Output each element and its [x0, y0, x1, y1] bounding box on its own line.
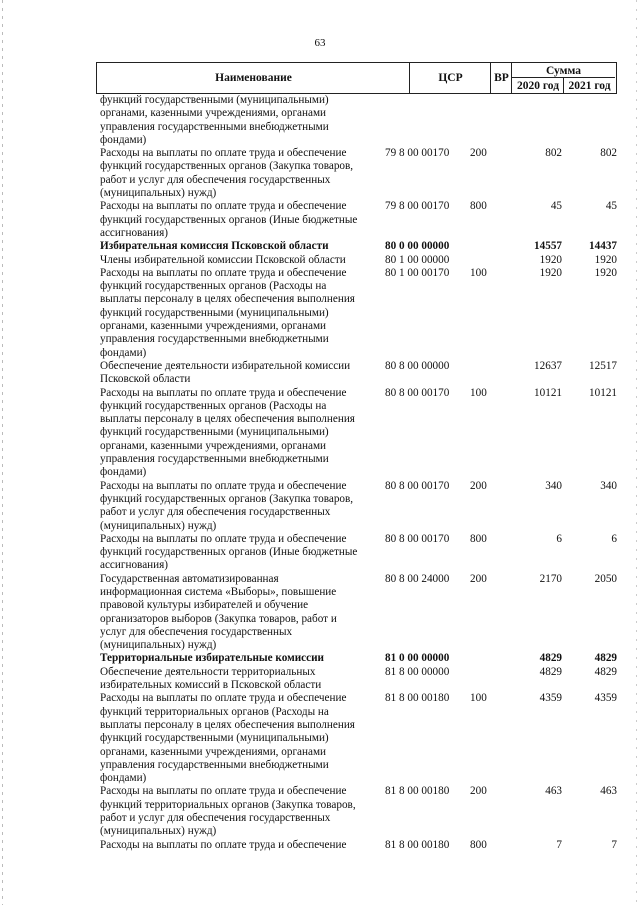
- row-sum-2020: 10121: [534, 386, 562, 399]
- row-name-line: Расходы на выплаты по оплате труда и обеспечение: [100, 147, 347, 160]
- row-name: [100, 785, 385, 838]
- row-name: [100, 480, 385, 533]
- row-name-line: функций государственных органов (Расходы на: [100, 280, 327, 293]
- row-name-line: функций государственными (муниципальными): [100, 732, 329, 745]
- table-row: [100, 692, 617, 785]
- row-csr: 81 8 00 00180: [385, 838, 450, 851]
- row-name-line: услуг для обеспечения государственных: [100, 625, 293, 638]
- table-row: [100, 387, 617, 480]
- table-row: [100, 94, 617, 147]
- header-divider: [409, 63, 410, 93]
- row-name-line: ассигнования): [100, 559, 168, 572]
- row-name-line: (муниципальных) нужд): [100, 187, 217, 200]
- row-name-line: фондами): [100, 133, 147, 146]
- row-vr: 200: [470, 147, 487, 160]
- row-vr: [470, 666, 506, 693]
- row-sum-2020: 4829: [539, 665, 562, 678]
- row-sum-2020: 1920: [539, 253, 562, 266]
- row-name-line: Расходы на выплаты по оплате труда и обеспечение: [100, 692, 347, 705]
- row-sum-2021: 6: [611, 532, 617, 545]
- row-name-line: функций государственными (муниципальными): [100, 94, 329, 106]
- row-sum-2021: 12517: [589, 359, 617, 372]
- row-csr: 79 8 00 00170: [385, 200, 450, 213]
- row-name: [100, 267, 385, 360]
- row-sum-2020: 45: [550, 200, 562, 213]
- row-csr: 80 1 00 00170: [385, 266, 450, 279]
- header-name: Наименование: [215, 72, 292, 84]
- row-vr: 800: [470, 838, 487, 851]
- table-row: [100, 267, 617, 360]
- row-name-line: Расходы на выплаты по оплате труда и обеспечение: [100, 479, 347, 492]
- row-vr: [470, 254, 506, 267]
- row-name-line: Избирательная комиссия Псковской области: [100, 240, 329, 253]
- row-vr: [470, 652, 506, 665]
- table-row: [100, 480, 617, 533]
- row-sum-2020: 802: [545, 147, 562, 160]
- row-name-line: Обеспечение деятельности избирательной комиссии: [100, 359, 351, 372]
- row-sum-2021: 802: [600, 147, 617, 160]
- row-csr: 81 8 00 00000: [385, 665, 450, 678]
- row-name-line: работ и услуг для обеспечения государственных: [100, 812, 331, 825]
- row-name-line: функций государственных органов (Закупка товаров,: [100, 160, 354, 173]
- row-sum-2020: 1920: [539, 266, 562, 279]
- row-sum-2020: 2170: [539, 572, 562, 585]
- header-2020: 2020 год: [516, 79, 560, 92]
- row-name: [100, 692, 385, 785]
- row-sum-2020: [506, 94, 562, 147]
- row-name-line: Псковской области: [100, 373, 191, 386]
- row-name-line: Члены избирательной комиссии Псковской области: [100, 253, 346, 266]
- row-name: [100, 839, 385, 852]
- row-name-line: Расходы на выплаты по оплате труда и обеспечение: [100, 266, 347, 279]
- row-sum-2020: 463: [545, 785, 562, 798]
- table-row: [100, 200, 617, 240]
- row-sum-2020: 7: [556, 838, 562, 851]
- row-sum-2021: 45: [605, 200, 617, 213]
- row-name-line: функций территориальных органов (Закупка товаров,: [100, 798, 356, 811]
- table-header: [96, 62, 617, 94]
- row-name-line: Расходы на выплаты по оплате труда и обеспечение: [100, 200, 347, 213]
- row-name-line: информационная система «Выборы», повышение: [100, 585, 337, 598]
- row-name: [100, 240, 385, 253]
- row-name-line: фондами): [100, 772, 147, 785]
- table-row: [100, 240, 617, 253]
- row-name-line: выплаты персоналу в целях обеспечения выполнения: [100, 293, 355, 306]
- row-name-line: функций государственных органов (Иные бюджетные: [100, 213, 358, 226]
- row-sum-2020: 14557: [534, 240, 562, 253]
- row-vr: 100: [470, 692, 487, 705]
- row-sum-2021: [562, 94, 617, 147]
- row-name-line: функций государственными (муниципальными): [100, 426, 329, 439]
- header-2021: 2021 год: [568, 79, 611, 92]
- row-name-line: (муниципальных) нужд): [100, 519, 217, 532]
- table-row: [100, 666, 617, 693]
- row-name: [100, 94, 385, 147]
- row-vr: 800: [470, 532, 487, 545]
- row-name-line: избирательных комиссий в Псковской области: [100, 679, 322, 692]
- row-sum-2021: 1920: [594, 266, 617, 279]
- header-csr: ЦСР: [438, 72, 463, 84]
- row-csr: 80 8 00 00170: [385, 386, 450, 399]
- row-name-line: функций государственных органов (Закупка товаров,: [100, 492, 354, 505]
- row-name: [100, 254, 385, 267]
- row-name-line: органами, казенными учреждениями, органами: [100, 745, 327, 758]
- row-name-line: функций территориальных органов (Расходы на: [100, 705, 329, 718]
- row-name-line: выплаты персоналу в целях обеспечения выполнения: [100, 413, 355, 426]
- row-csr: 81 8 00 00180: [385, 692, 450, 705]
- row-name-line: Расходы на выплаты по оплате труда и обеспечение: [100, 785, 347, 798]
- row-csr: 80 8 00 24000: [385, 572, 450, 585]
- row-name: [100, 200, 385, 240]
- row-name-line: фондами): [100, 466, 147, 479]
- scan-edge-left: [2, 0, 3, 905]
- row-csr: 79 8 00 00170: [385, 147, 450, 160]
- header-sum: Сумма: [546, 64, 581, 77]
- row-vr: 200: [470, 785, 487, 798]
- row-name-line: органами, казенными учреждениями, органами: [100, 439, 327, 452]
- table-row: [100, 147, 617, 200]
- row-sum-2020: 340: [545, 479, 562, 492]
- row-name-line: функций государственных органов (Иные бюджетные: [100, 546, 358, 559]
- row-sum-2021: 340: [600, 479, 617, 492]
- row-csr: 80 8 00 00000: [385, 359, 450, 372]
- row-name-line: управления государственными внебюджетными: [100, 120, 329, 133]
- row-sum-2021: 2050: [594, 572, 617, 585]
- header-divider: [511, 63, 512, 93]
- row-name-line: Расходы на выплаты по оплате труда и обеспечение: [100, 532, 347, 545]
- table-row: [100, 254, 617, 267]
- row-csr: 80 0 00 00000: [385, 240, 450, 253]
- row-name-line: (муниципальных) нужд): [100, 825, 217, 838]
- table-row: [100, 360, 617, 387]
- row-name-line: (муниципальных) нужд): [100, 639, 217, 652]
- table-row: [100, 785, 617, 838]
- row-vr: 200: [470, 572, 487, 585]
- row-sum-2020: 6: [556, 532, 562, 545]
- row-name-line: работ и услуг для обеспечения государственных: [100, 506, 331, 519]
- row-csr: 80 8 00 00170: [385, 479, 450, 492]
- row-sum-2021: 4829: [594, 652, 617, 665]
- row-csr: 80 8 00 00170: [385, 532, 450, 545]
- row-name: [100, 573, 385, 653]
- row-sum-2021: 14437: [589, 240, 617, 253]
- row-name-line: Государственная автоматизированная: [100, 572, 279, 585]
- row-name: [100, 387, 385, 480]
- row-sum-2021: 7: [611, 838, 617, 851]
- row-sum-2021: 1920: [594, 253, 617, 266]
- table-row: [100, 573, 617, 653]
- row-name-line: работ и услуг для обеспечения государственных: [100, 173, 331, 186]
- row-vr: [470, 94, 506, 147]
- row-sum-2020: 4829: [539, 652, 562, 665]
- row-csr: 81 8 00 00180: [385, 785, 450, 798]
- row-sum-2021: 463: [600, 785, 617, 798]
- header-divider: [511, 77, 615, 78]
- row-vr: 200: [470, 479, 487, 492]
- row-name: [100, 652, 385, 665]
- row-vr: 100: [470, 266, 487, 279]
- row-name-line: выплаты персоналу в целях обеспечения выполнения: [100, 718, 355, 731]
- scan-edge-right: [636, 0, 637, 905]
- row-name-line: управления государственными внебюджетными: [100, 453, 329, 466]
- row-name-line: органами, казенными учреждениями, органами: [100, 320, 327, 333]
- table-row: [100, 839, 617, 852]
- table-row: [100, 652, 617, 665]
- row-name-line: функций государственными (муниципальными): [100, 306, 329, 319]
- row-name-line: Территориальные избирательные комиссии: [100, 652, 325, 665]
- row-name-line: функций государственных органов (Расходы на: [100, 399, 327, 412]
- row-name-line: органами, казенными учреждениями, органами: [100, 107, 327, 120]
- row-name-line: правовой культуры избирателей и обучение: [100, 599, 309, 612]
- header-divider: [563, 77, 564, 93]
- row-name: [100, 666, 385, 693]
- row-vr: 100: [470, 386, 487, 399]
- header-vr: ВР: [494, 72, 509, 84]
- row-name-line: ассигнования): [100, 226, 168, 239]
- row-name-line: Расходы на выплаты по оплате труда и обеспечение: [100, 386, 347, 399]
- row-vr: [470, 360, 506, 387]
- row-csr: 80 1 00 00000: [385, 253, 450, 266]
- row-sum-2021: 10121: [589, 386, 617, 399]
- row-sum-2020: 12637: [534, 359, 562, 372]
- row-csr: [385, 94, 470, 147]
- row-name: [100, 360, 385, 387]
- page-number: 63: [314, 37, 326, 49]
- row-vr: [470, 240, 506, 253]
- row-name-line: Расходы на выплаты по оплате труда и обеспечение: [100, 838, 347, 851]
- row-name-line: организаторов выборов (Закупка товаров, работ и: [100, 612, 337, 625]
- row-sum-2021: 4829: [594, 665, 617, 678]
- row-name-line: управления государственными внебюджетными: [100, 758, 329, 771]
- row-name-line: фондами): [100, 346, 147, 359]
- table-row: [100, 533, 617, 573]
- row-name: [100, 533, 385, 573]
- budget-table-body: [100, 94, 617, 852]
- row-csr: 81 0 00 00000: [385, 652, 450, 665]
- row-vr: 800: [470, 200, 487, 213]
- header-divider: [490, 63, 491, 93]
- row-name-line: Обеспечение деятельности территориальных: [100, 665, 316, 678]
- row-sum-2021: 4359: [594, 692, 617, 705]
- row-name: [100, 147, 385, 200]
- row-name-line: управления государственными внебюджетными: [100, 333, 329, 346]
- row-sum-2020: 4359: [539, 692, 562, 705]
